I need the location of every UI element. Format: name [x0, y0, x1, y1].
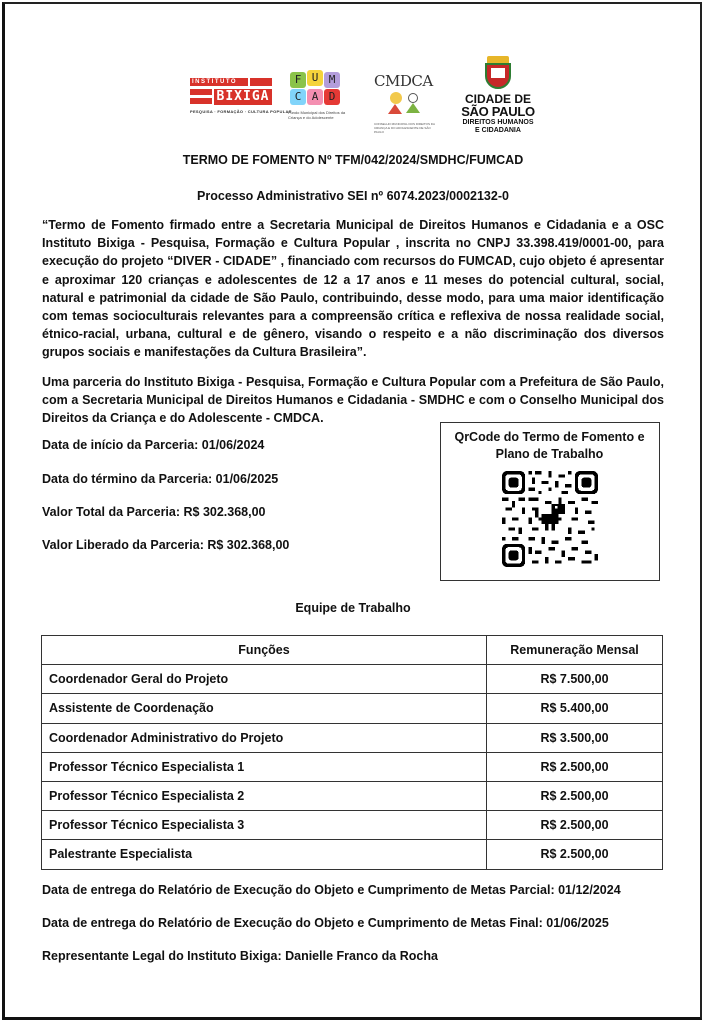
- bixiga-logo-bar: [190, 89, 212, 95]
- puzzle-piece-icon: U: [307, 70, 323, 86]
- shield-inner: [491, 68, 505, 78]
- bixiga-logo-bar: [250, 78, 272, 86]
- table-row: [42, 840, 663, 869]
- bixiga-logo-sub: PESQUISA · FORMAÇÃO · CULTURA POPULAR: [190, 109, 292, 114]
- legal-representative: Representante Legal do Instituto Bixiga: Danielle Franco da Rocha: [42, 949, 438, 963]
- child-figure-icon: [408, 93, 418, 103]
- puzzle-piece-icon: M: [324, 72, 340, 88]
- role-cell: Professor Técnico Especialista 1: [42, 752, 487, 781]
- salary-cell: R$ 2.500,00: [487, 752, 663, 781]
- qr-code-title: [441, 429, 658, 463]
- table-header-row: [42, 636, 663, 665]
- table-row: [42, 811, 663, 840]
- cmdca-logo-sub: CONSELHO MUNICIPAL DOS DIREITOS DA CRIANÇA E DO ADOLESCENTE DE SÃO PAULO: [374, 122, 435, 134]
- final-report-date: Data de entrega do Relatório de Execução do Objeto e Cumprimento de Metas Final: 01/06/2025: [42, 916, 609, 930]
- crown-icon: [487, 56, 509, 63]
- table-row: [42, 781, 663, 810]
- total-value: Valor Total da Parceria: R$ 302.368,00: [42, 505, 266, 519]
- partial-report-date: Data de entrega do Relatório de Execução do Objeto e Cumprimento de Metas Parcial: 01/12/2024: [42, 883, 621, 897]
- sp-logo-line1: CIDADE DE: [464, 92, 531, 106]
- document-subtitle: Processo Administrativo SEI nº 6074.2023/0002132-0: [197, 189, 509, 203]
- end-date: Data do término da Parceria: 01/06/2025: [42, 472, 279, 486]
- table-row: [42, 723, 663, 752]
- salary-cell: R$ 3.500,00: [487, 723, 663, 752]
- coat-of-arms-icon: [483, 56, 513, 92]
- child-figure-icon: [390, 92, 402, 104]
- qr-code-box: [440, 422, 660, 581]
- salary-cell: R$ 2.500,00: [487, 781, 663, 810]
- instituto-bixiga-logo: [190, 78, 292, 126]
- role-cell: Coordenador Geral do Projeto: [42, 665, 487, 694]
- partnership-description: Uma parceria do Instituto Bixiga - Pesquisa, Formação e Cultura Popular com a Prefeitura de São Paulo, com a Secretaria Municipal de Direitos Humanos e Cidadania - SMDHC e com o Conselho Municipal dos Direitos da Criança e do Adolescente - CMDCA.: [42, 375, 664, 426]
- table-row: [42, 665, 663, 694]
- bixiga-logo-main: BIXIGA: [214, 89, 272, 105]
- cmdca-logo-title: CMDCA: [374, 72, 433, 90]
- salary-cell: R$ 2.500,00: [487, 811, 663, 840]
- fumcad-logo: [288, 70, 352, 130]
- header-salary: Remuneração Mensal: [487, 636, 663, 665]
- sp-logo-line4: E CIDADANIA: [475, 127, 521, 134]
- salary-cell: R$ 2.500,00: [487, 840, 663, 869]
- child-figure-icon: [388, 104, 402, 114]
- qr-title-line2: Plano de Trabalho: [495, 447, 604, 461]
- puzzle-piece-icon: C: [290, 89, 306, 105]
- bixiga-logo-bar: [190, 98, 212, 104]
- team-section-title: Equipe de Trabalho: [295, 601, 411, 615]
- puzzle-piece-icon: D: [324, 89, 340, 105]
- bixiga-logo-top: INSTITUTO: [190, 78, 248, 86]
- sp-logo-line3: DIREITOS HUMANOS: [462, 119, 534, 126]
- role-cell: Coordenador Administrativo do Projeto: [42, 723, 487, 752]
- puzzle-piece-icon: F: [290, 72, 306, 88]
- document-title: TERMO DE FOMENTO Nº TFM/042/2024/SMDHC/FUMCAD: [182, 153, 524, 167]
- role-cell: Professor Técnico Especialista 2: [42, 781, 487, 810]
- table-row: [42, 694, 663, 723]
- agreement-description: “Termo de Fomento firmado entre a Secretaria Municipal de Direitos Humanos e Cidadania e a OSC Instituto Bixiga - Pesquisa, Formação e Cultura Popular , inscrita no CNPJ 33.398.419/0001-00, para execução do projeto “DIVER - CIDADE” , financiado com recursos do FUMCAD, cujo objeto é apresentar e aproximar 120 crianças e adolescentes de 12 a 17 anos e 11 meses do potencial cultural, social, natural e patrimonial da cidade de São Paulo, contribuindo, desse modo, para uma maior identificação com temas socioculturais relevantes para a compreensão crítica e reflexiva de nossa realidade social, étnico-racial, urbana, cultural e de gênero, visando o respeito e a não discriminação dos diversos grupos sociais e manifestações da Cultura Brasileira”.: [42, 218, 664, 360]
- role-cell: Professor Técnico Especialista 3: [42, 811, 487, 840]
- salary-cell: R$ 7.500,00: [487, 665, 663, 694]
- start-date: Data de início da Parceria: 01/06/2024: [42, 438, 265, 452]
- logo-strip: [188, 56, 538, 142]
- salary-cell: R$ 5.400,00: [487, 694, 663, 723]
- sp-logo-line2: SÃO PAULO: [461, 104, 535, 119]
- role-cell: Palestrante Especialista: [42, 840, 487, 869]
- cmdca-logo: [374, 66, 440, 132]
- team-table: [41, 635, 663, 870]
- child-figure-icon: [406, 103, 420, 113]
- puzzle-piece-icon: A: [307, 89, 323, 105]
- header-roles: Funções: [42, 636, 487, 665]
- fumcad-logo-sub: Fundo Municipal dos Direitos da Criança e do Adolescente: [288, 110, 346, 120]
- role-cell: Assistente de Coordenação: [42, 694, 487, 723]
- released-value: Valor Liberado da Parceria: R$ 302.368,00: [42, 538, 290, 552]
- table-row: [42, 752, 663, 781]
- sao-paulo-logo: [458, 56, 538, 142]
- qr-code[interactable]: [502, 471, 598, 567]
- qr-title-line1: QrCode do Termo de Fomento e: [454, 430, 645, 444]
